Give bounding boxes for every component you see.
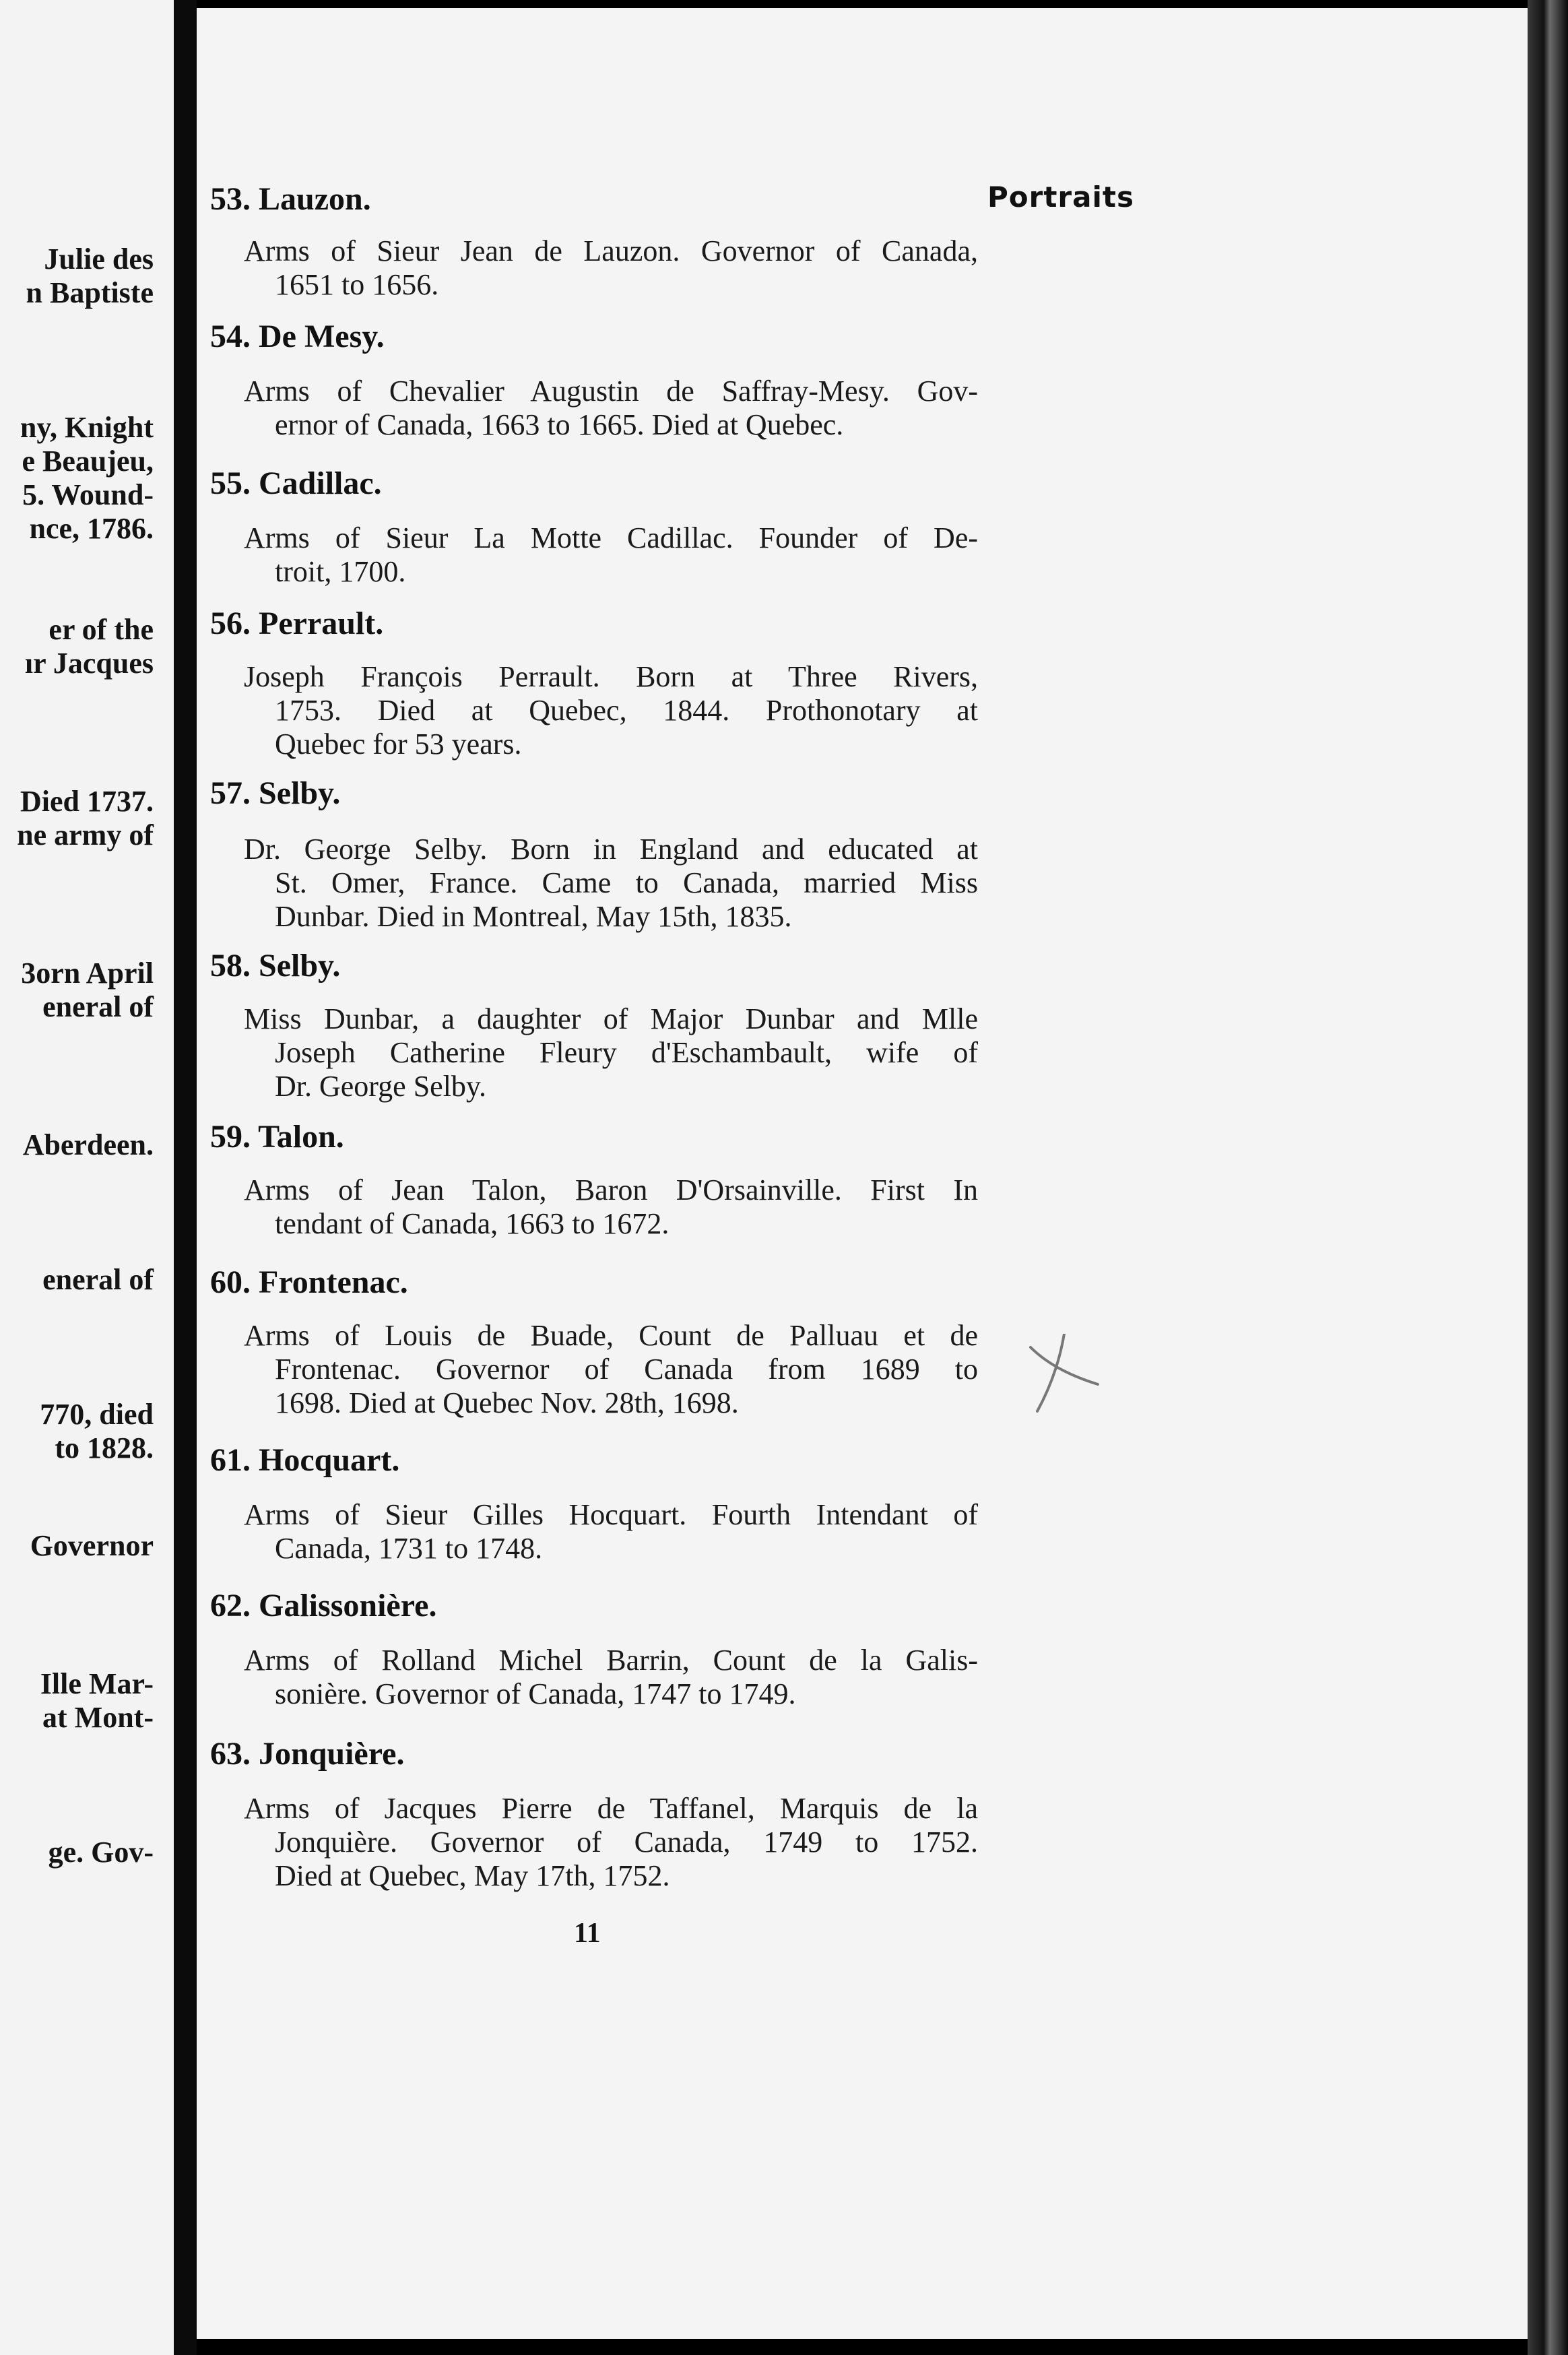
entry-heading: 60. Frontenac. (210, 1264, 408, 1300)
entry-body (244, 1792, 978, 1893)
left-page-line: eneral of (42, 1263, 154, 1296)
entry-body-line: Arms of Rolland Michel Barrin, Count de la Galis- (244, 1644, 978, 1677)
entry-body-line: ernor of Canada, 1663 to 1665. Died at Quebec. (275, 408, 844, 441)
left-page-line: n Baptiste (26, 276, 154, 309)
left-page-line: 770, died (40, 1398, 154, 1431)
entry-heading: 56. Perrault. (210, 606, 384, 641)
entry-body-line: troit, 1700. (275, 555, 406, 588)
entry-heading: 58. Selby. (210, 948, 341, 983)
left-page-line: ny, Knight (20, 411, 154, 444)
left-page-line: ge. Gov- (48, 1836, 154, 1869)
entry-body-line: Arms of Chevalier Augustin de Saffray-Mesy. Gov- (244, 375, 978, 408)
entry-body-line: Arms of Louis de Buade, Count de Palluau et de (244, 1319, 978, 1352)
entry-body-line: 1651 to 1656. (275, 268, 439, 301)
entry-body-line: Miss Dunbar, a daughter of Major Dunbar and Mlle (244, 1002, 978, 1035)
left-page-line: Julie des (44, 243, 154, 276)
entry-body-line: Arms of Jacques Pierre de Taffanel, Marquis de la (244, 1792, 978, 1825)
entry-body-line: Arms of Jean Talon, Baron D'Orsainville. First In (244, 1173, 978, 1206)
entry-body-line: 1698. Died at Quebec Nov. 28th, 1698. (275, 1386, 739, 1419)
entry-heading: 63. Jonquière. (210, 1736, 405, 1772)
left-page-line: er of the (48, 613, 154, 646)
entry-body-line: Died at Quebec, May 17th, 1752. (275, 1859, 670, 1892)
entry-heading: 59. Talon. (210, 1119, 344, 1155)
entry-heading: 62. Galissonière. (210, 1588, 437, 1623)
entry-body-line: St. Omer, France. Came to Canada, married Miss (275, 866, 978, 899)
entry-body (244, 1498, 978, 1566)
left-page-line: 3orn April (21, 957, 154, 990)
entry-heading: 53. Lauzon. (210, 181, 371, 217)
entry-body (244, 1173, 978, 1241)
entry-body-line: Arms of Sieur Jean de Lauzon. Governor of Canada, (244, 234, 978, 267)
entry-body-line: Dr. George Selby. (275, 1070, 487, 1103)
left-facing-page (0, 0, 174, 2355)
book-spine (174, 0, 197, 2355)
entry-body-line: 1753. Died at Quebec, 1844. Prothonotary at (275, 694, 978, 727)
left-page-line: to 1828. (55, 1431, 154, 1464)
pencil-x-mark (1017, 1334, 1105, 1415)
entry-heading: 55. Cadillac. (210, 465, 382, 501)
section-label: Portraits (987, 181, 1134, 214)
entry-body-line: Arms of Sieur La Motte Cadillac. Founder of De- (244, 521, 978, 554)
left-page-line: ır Jacques (24, 647, 154, 680)
left-page-line: e Beaujeu, (22, 445, 154, 478)
left-page-line: Died 1737. (20, 785, 154, 818)
entry-body-line: Joseph François Perrault. Born at Three Rivers, (244, 660, 978, 693)
entry-body-line: sonière. Governor of Canada, 1747 to 1749. (275, 1677, 796, 1710)
page-edge (1528, 0, 1568, 2355)
left-page-line: 5. Wound- (22, 478, 154, 511)
entry-body (244, 234, 978, 302)
entry-heading: 61. Hocquart. (210, 1442, 400, 1478)
entry-body-line: tendant of Canada, 1663 to 1672. (275, 1207, 669, 1240)
entry-body (244, 1002, 978, 1103)
entry-body (244, 1644, 978, 1711)
entry-body-line: Dunbar. Died in Montreal, May 15th, 1835. (275, 900, 792, 933)
left-page-line: nce, 1786. (29, 512, 154, 545)
entry-body-line: Dr. George Selby. Born in England and educated at (244, 833, 978, 866)
entry-heading: 54. De Mesy. (210, 319, 385, 354)
left-page-line: Governor (30, 1529, 154, 1562)
entry-body-line: Arms of Sieur Gilles Hocquart. Fourth Intendant of (244, 1498, 978, 1531)
page-number: 11 (574, 1918, 601, 1949)
left-page-line: Aberdeen. (22, 1128, 154, 1161)
entry-body-line: Quebec for 53 years. (275, 728, 522, 761)
left-page-line: at Mont- (42, 1701, 154, 1734)
left-page-line: eneral of (42, 990, 154, 1023)
left-page-line: ne army of (17, 818, 154, 851)
entry-body-line: Jonquière. Governor of Canada, 1749 to 1752. (275, 1826, 978, 1859)
entry-body-line: Joseph Catherine Fleury d'Eschambault, wife of (275, 1036, 978, 1069)
entry-body (244, 660, 978, 761)
entry-body (244, 1319, 978, 1420)
left-page-line: Ille Mar- (40, 1667, 154, 1700)
entry-body (244, 521, 978, 589)
entry-heading: 57. Selby. (210, 775, 341, 811)
entry-body (244, 833, 978, 934)
entry-body-line: Canada, 1731 to 1748. (275, 1532, 543, 1565)
entry-body-line: Frontenac. Governor of Canada from 1689 to (275, 1353, 978, 1386)
entry-body (244, 375, 978, 442)
